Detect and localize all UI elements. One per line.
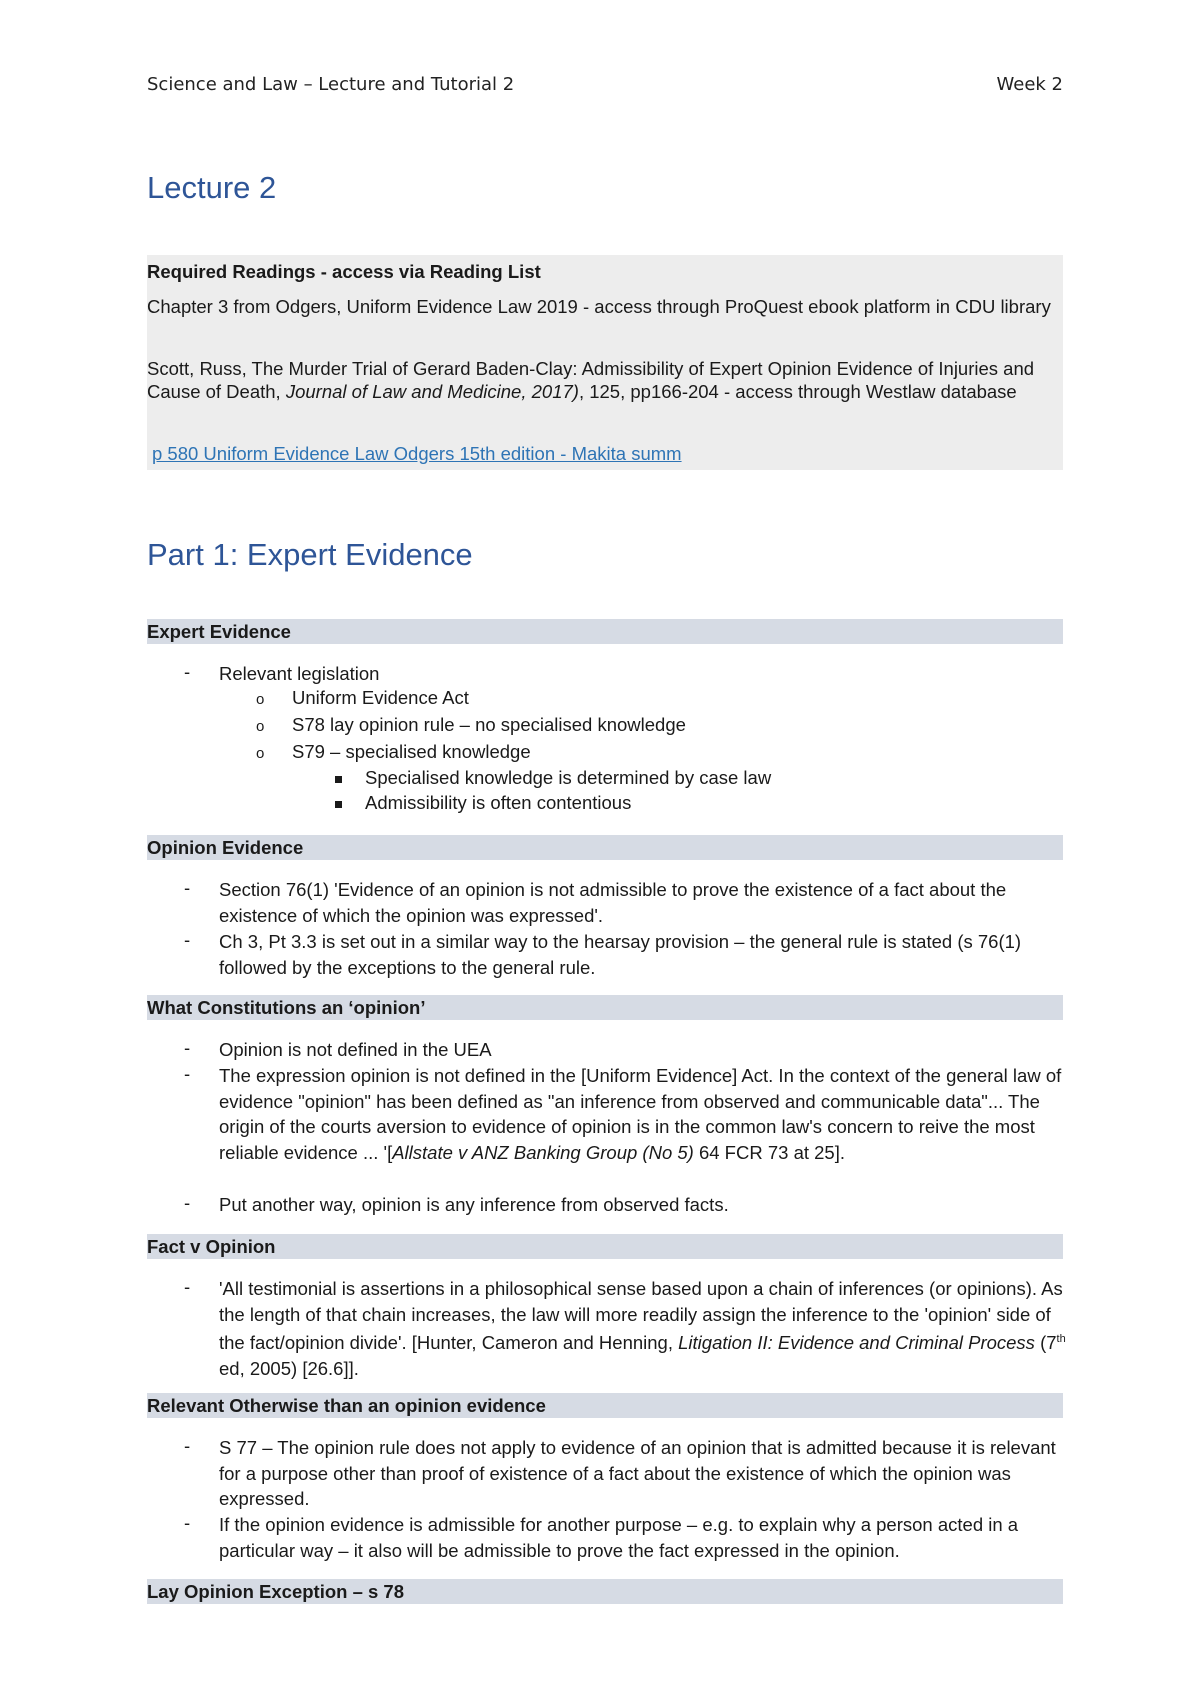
bullet-text: If the opinion evidence is admissible for another purpose – e.g. to explain why a person acted in a particular way – it also will be admissible to prove the fact expressed in the opinion. bbox=[219, 1514, 1019, 1561]
bullet-text: Section 76(1) 'Evidence of an opinion is not admissible to prove the existence of a fact about the existence of which the opinion was expressed'. bbox=[219, 879, 1007, 926]
section-bar-opinion-evidence: Opinion Evidence bbox=[147, 835, 1063, 860]
bullet-dash: - bbox=[184, 1276, 191, 1297]
sub-bullet-text: S79 – specialised knowledge bbox=[292, 741, 531, 762]
section-bar-what-constitutes-opinion: What Constitutions an ‘opinion’ bbox=[147, 995, 1063, 1020]
readings-title: Required Readings - access via Reading List bbox=[147, 261, 541, 282]
sub-bullet-text: S78 lay opinion rule – no specialised knowledge bbox=[292, 714, 686, 735]
sub-sub-bullet-text: Specialised knowledge is determined by case law bbox=[365, 767, 772, 788]
bullet-text: The expression opinion is not defined in the [Uniform Evidence] Act. In the context of the general law of evidence "opinion" has been defined as "an inference from observed and communicable data"... The origin of the courts aversion to evidence of opinion is in the common law's concern to reive the most reliable evidence ... '[Allstate v ANZ Banking Group (No 5) 64 FCR 73 at 25]. bbox=[219, 1065, 1062, 1163]
bullet-text: Opinion is not defined in the UEA bbox=[219, 1039, 492, 1060]
bullet-circle: o bbox=[256, 718, 265, 735]
lecture-heading: Lecture 2 bbox=[147, 170, 277, 205]
bullet-text: Ch 3, Pt 3.3 is set out in a similar way to the hearsay provision – the general rule is stated (s 76(1) followed by the exceptions to the general rule. bbox=[219, 931, 1022, 978]
header-week: Week 2 bbox=[996, 74, 1063, 95]
bullet-dash: - bbox=[184, 929, 191, 950]
bullet-dash: - bbox=[184, 1512, 191, 1533]
sub-sub-bullet-text: Admissibility is often contentious bbox=[365, 792, 632, 813]
bullet-dash: - bbox=[184, 1192, 191, 1213]
bullet-dash: - bbox=[184, 1435, 191, 1456]
part-heading: Part 1: Expert Evidence bbox=[147, 537, 473, 572]
bullet-text: Put another way, opinion is any inference from observed facts. bbox=[219, 1194, 729, 1215]
bullet-text: S 77 – The opinion rule does not apply to evidence of an opinion that is admitted because it is relevant for a purpose other than proof of existence of a fact about the existence of which the opinion was expressed. bbox=[219, 1437, 1056, 1509]
reading-item-2: Scott, Russ, The Murder Trial of Gerard Baden-Clay: Admissibility of Expert Opinion Evidence of Injuries and Cause of Death, Journal of Law and Medicine, 2017), 125, pp166-204 - access through Westlaw database bbox=[147, 358, 1035, 402]
bullet-dash: - bbox=[184, 661, 191, 682]
bullet-dash: - bbox=[184, 1037, 191, 1058]
bullet-square bbox=[335, 801, 342, 808]
bullet-text: 'All testimonial is assertions in a philosophical sense based upon a chain of inferences (or opinions). As the length of that chain increases, the law will more readily assign the inference to the 'opinion' side of the fact/opinion divide'. [Hunter, Cameron and Henning, Litigation II: Evidence and Criminal Process (7th ed, 2005) [26.6]]. bbox=[219, 1278, 1066, 1379]
reading-item-1: Chapter 3 from Odgers, Uniform Evidence Law 2019 - access through ProQuest ebook platform in CDU library bbox=[147, 296, 1051, 317]
bullet-dash: - bbox=[184, 877, 191, 898]
section-bar-expert-evidence: Expert Evidence bbox=[147, 619, 1063, 644]
section-bar-relevant-otherwise: Relevant Otherwise than an opinion evidence bbox=[147, 1393, 1063, 1418]
section-bar-fact-v-opinion: Fact v Opinion bbox=[147, 1234, 1063, 1259]
bullet-circle: o bbox=[256, 691, 265, 708]
header-title: Science and Law – Lecture and Tutorial 2 bbox=[147, 74, 515, 95]
sub-bullet-text: Uniform Evidence Act bbox=[292, 687, 469, 708]
bullet-circle: o bbox=[256, 745, 265, 762]
reading-link[interactable]: p 580 Uniform Evidence Law Odgers 15th edition - Makita summ bbox=[152, 443, 682, 464]
bullet-dash: - bbox=[184, 1063, 191, 1084]
required-readings-box bbox=[147, 255, 1063, 470]
section-bar-lay-opinion-exception: Lay Opinion Exception – s 78 bbox=[147, 1579, 1063, 1604]
bullet-text: Relevant legislation bbox=[219, 663, 380, 684]
page-header bbox=[147, 74, 1063, 100]
bullet-square bbox=[335, 776, 342, 783]
